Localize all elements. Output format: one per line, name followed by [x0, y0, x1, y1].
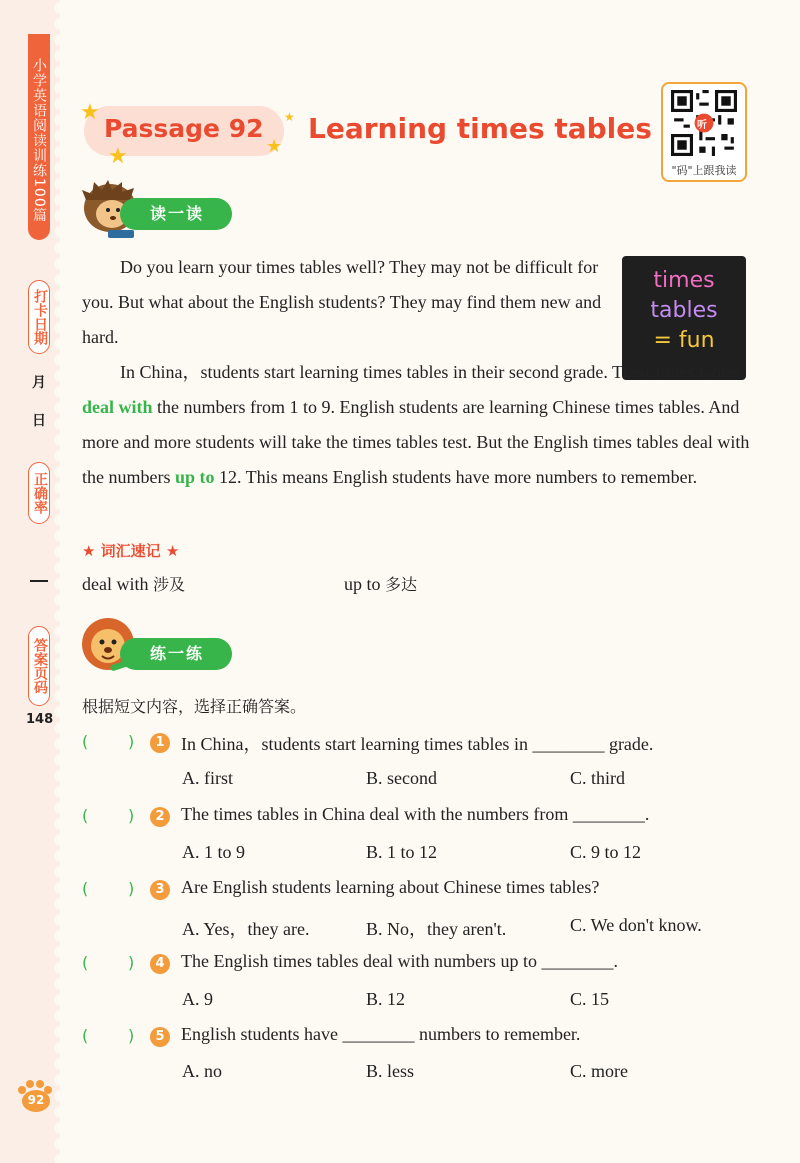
- answer-blank[interactable]: ( ): [82, 806, 135, 825]
- question-number: 1: [150, 733, 170, 753]
- star-icon: ★: [266, 136, 283, 157]
- option-b[interactable]: B. No，they aren't.: [366, 919, 507, 939]
- passage-paragraph-1: Do you learn your times tables well? They may not be difficult for you. But what about the English students? They may find them new and hard.: [82, 257, 602, 347]
- sidebar: [0, 0, 60, 1163]
- question-number: 4: [150, 954, 170, 974]
- question-text: Are English students learning about Chinese times tables?: [181, 877, 600, 897]
- photo-text: tables: [650, 298, 718, 323]
- star-icon: ★: [80, 100, 100, 125]
- option-a[interactable]: A. first: [182, 768, 233, 788]
- option-b[interactable]: B. 1 to 12: [366, 842, 438, 862]
- question-text: The times tables in China deal with the numbers from ________.: [181, 804, 650, 824]
- section-practice-header: 练一练: [120, 638, 232, 670]
- answer-blank[interactable]: ( ): [82, 1026, 135, 1045]
- passage-text: 12. This means English students have more numbers to remember.: [214, 467, 698, 487]
- vocab-term: up to: [344, 574, 381, 594]
- highlight-up-to: up to: [174, 467, 215, 487]
- answer-blank[interactable]: ( ): [82, 732, 135, 751]
- photo-text: times: [653, 268, 715, 293]
- star-icon: ★: [284, 110, 295, 124]
- vocab-heading: ★ 词汇速记 ★: [82, 542, 180, 560]
- qr-caption: "码"上跟我读: [671, 164, 737, 177]
- section-read-header: 读一读: [120, 198, 232, 230]
- option-a[interactable]: A. 1 to 9: [182, 842, 245, 862]
- vocab-item: [344, 572, 417, 595]
- vocab-meaning: 涉及: [152, 575, 185, 594]
- option-b[interactable]: B. less: [366, 1061, 415, 1081]
- passage-number: Passage 92: [104, 114, 264, 143]
- option-b[interactable]: B. second: [366, 768, 437, 788]
- vocab-term: deal with: [82, 574, 149, 594]
- question-number: 2: [150, 807, 170, 827]
- question-number: 3: [150, 880, 170, 900]
- month-label: 月: [32, 375, 46, 391]
- page-title: Learning times tables: [308, 112, 652, 145]
- option-c[interactable]: C. We don't know.: [570, 915, 702, 935]
- option-a[interactable]: A. Yes，they are.: [182, 919, 310, 939]
- passage-paragraph-2: [82, 355, 750, 495]
- checkin-date-label: 打卡日期: [28, 280, 50, 354]
- highlight-deal-with: deal with: [82, 397, 153, 417]
- vocab-meaning: 多达: [385, 575, 418, 594]
- option-c[interactable]: C. 9 to 12: [570, 842, 642, 862]
- answer-blank[interactable]: ( ): [82, 879, 135, 898]
- listen-badge: 听: [697, 120, 707, 131]
- passage-text: the numbers from 1 to 9. English students are learning Chinese times tables. And more and more students will take the times tables test. But the English times tables deal with the numbers: [82, 397, 750, 487]
- instructions: 根据短文内容，选择正确答案。: [82, 697, 307, 716]
- option-c[interactable]: C. 15: [570, 989, 610, 1009]
- accuracy-label: 正确率: [28, 462, 50, 524]
- star-icon: ★: [108, 144, 128, 169]
- passage-text: In China，students start learning times tables in their second grade. Their times tables: [120, 362, 742, 382]
- option-c[interactable]: C. third: [570, 768, 626, 788]
- answer-blank[interactable]: ( ): [82, 953, 135, 972]
- divider: [30, 580, 48, 582]
- answer-page-label: 答案页码: [28, 626, 50, 706]
- question-text: The English times tables deal with numbers up to ________.: [181, 951, 618, 971]
- book-title: 小学英语阅读训练100篇: [28, 34, 50, 240]
- vocab-item: [82, 572, 185, 595]
- question-number: 5: [150, 1027, 170, 1047]
- qr-code[interactable]: [661, 82, 747, 182]
- page-number-badge: [18, 1080, 52, 1114]
- page-number: 92: [27, 1093, 45, 1107]
- answer-page-number: 148: [26, 712, 54, 727]
- option-a[interactable]: A. 9: [182, 989, 213, 1009]
- question-text: English students have ________ numbers to remember.: [181, 1024, 581, 1044]
- option-b[interactable]: B. 12: [366, 989, 406, 1009]
- photo-text: = fun: [653, 328, 715, 353]
- day-label: 日: [32, 413, 46, 429]
- option-c[interactable]: C. more: [570, 1061, 628, 1081]
- question-text: In China，students start learning times tables in ________ grade.: [181, 734, 654, 754]
- option-a[interactable]: A. no: [182, 1061, 222, 1081]
